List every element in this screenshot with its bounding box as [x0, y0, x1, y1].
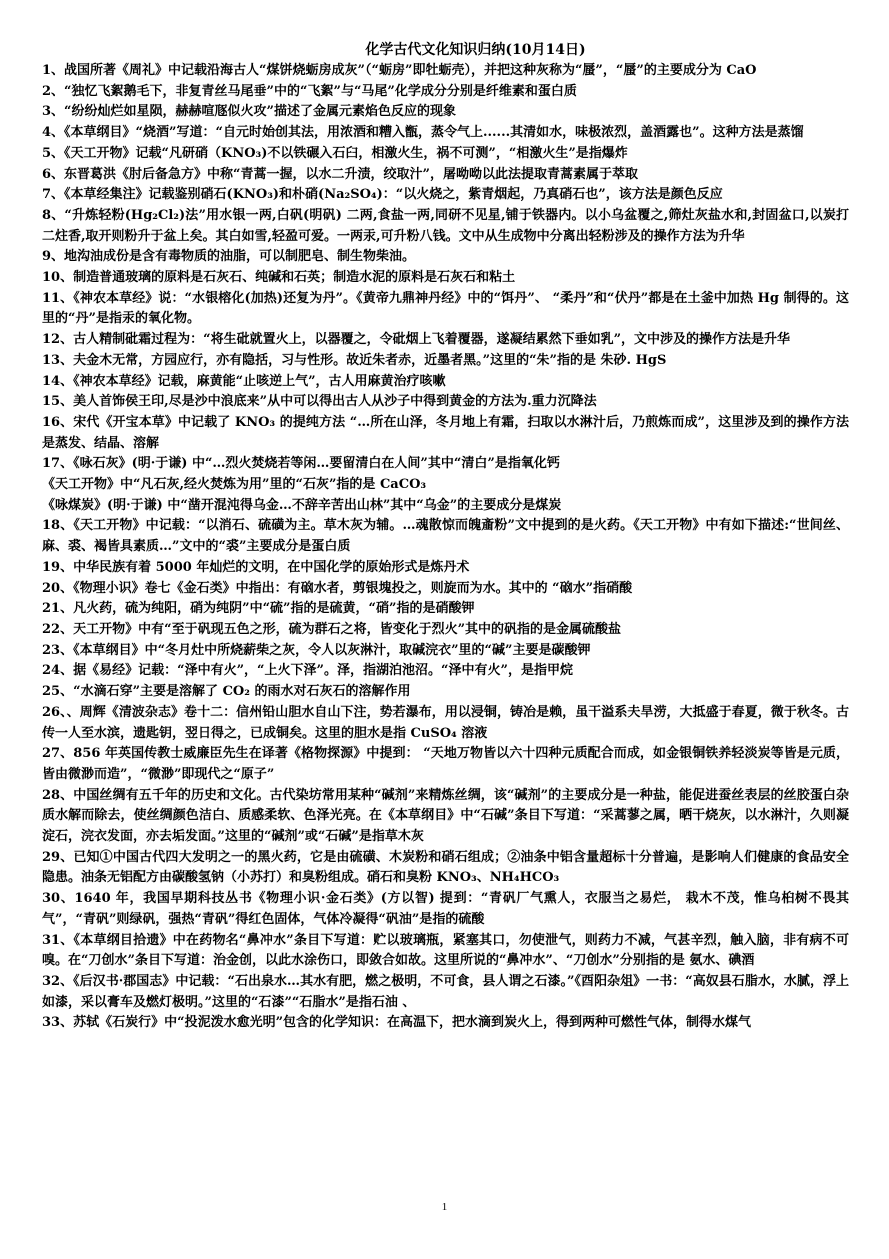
list-item: 21、凡火药，硫为纯阳，硝为纯阴”中“硫”指的是硫黄，“硝”指的是硝酸钾	[42, 601, 475, 617]
list-item: 33、苏轼《石炭行》中“投泥泼水愈光明”包含的化学知识：在高温下，把水滴到炭火上，得到两种可燃性气体，制得水煤气	[42, 1015, 752, 1031]
list-item: 9、地沟油成份是含有毒物质的油脂，可以制肥皂、制生物柴油。	[42, 249, 416, 265]
list-item: 13、夫金木无常，方园应行，亦有隐括，习与性形。故近朱者赤，近墨者黑。”这里的“朱”指的是 朱砂. HgS	[42, 352, 667, 368]
list-item: 7、《本草经集注》记载鉴别硝石(KNO₃)和朴硝(Na₂SO₄)：“以火烧之，紫青烟起，乃真硝石也”，该方法是颜色反应	[42, 187, 723, 203]
list-item: 18、《天工开物》中记载：“以消石、硫磺为主。草木灰为辅。…魂散惊而魄齑粉”文中提到的是火药。《天工开物》中有如下描述:“世间丝、麻、裘、褐皆具素质…”文中的“裘”主要成分是蛋白质	[42, 518, 849, 555]
list-item: 24、据《易经》记载：“泽中有火”，“上火下泽”。泽，指湖泊池沼。“泽中有火”，是指甲烷	[42, 663, 573, 679]
knowledge-list	[42, 61, 849, 1034]
list-item: 25、“水滴石穿”主要是溶解了 CO₂ 的雨水对石灰石的溶解作用	[42, 684, 411, 700]
list-item: 14、《神农本草经》记载，麻黄能“止咳逆上气”，古人用麻黄治疗咳嗽	[42, 373, 446, 389]
list-item: 28、中国丝绸有五千年的历史和文化。古代染坊常用某种“碱剂”来精炼丝绸，该“碱剂”的主要成分是一种盐，能促进蚕丝表层的丝胶蛋白杂质水解而除去，使丝绸颜色洁白、质感柔软、色泽光亮。在《本草纲目》中“石碱”条目下写道：“采蒿蓼之属，晒干烧灰，以水淋汁，久则凝淀石，浣衣发面，亦去垢发面。”这里的“碱剂”或“石碱”是指草木灰	[42, 787, 849, 845]
list-item: 27、856 年英国传教士威廉臣先生在译著《格物探源》中提到： “天地万物皆以六十四种元质配合而成，如金银铜铁养轻淡炭等皆是元质，皆由微渺而造”，“微渺”即现代之“原子”	[42, 746, 849, 782]
list-item: 《天工开物》中“凡石灰,经火焚炼为用”里的“石灰”指的是 CaCO₃	[42, 477, 427, 493]
list-item: 26、、周辉《清波杂志》卷十二：信州铅山胆水自山下注，势若瀑布，用以浸铜，铸冶是赖，虽干溢系夫旱涝，大抵盛于春夏，微于秋冬。古传一人至水滨，遗匙钥，翌日得之，已成铜矣。这里的胆水是指 CuSO₄ 溶液	[42, 704, 849, 741]
list-item: 2、“独忆飞絮鹅毛下，非复青丝马尾垂”中的“飞絮”与“马尾”化学成分分别是纤维素和蛋白质	[42, 83, 577, 99]
list-item: 3、“纷纷灿烂如星陨，赫赫喧豗似火攻”描述了金属元素焰色反应的现象	[42, 104, 457, 120]
list-item: 4、《本草纲目》“烧酒”写道：“自元时始创其法，用浓酒和糟入甑，蒸令气上......其清如水，味极浓烈，盖酒露也”。这种方法是蒸馏	[42, 125, 804, 141]
list-item: 《咏煤炭》(明·于谦) 中“凿开混沌得乌金…不辞辛苦出山林”其中“乌金”的主要成分是煤炭	[42, 497, 562, 513]
list-item: 17、《咏石灰》(明·于谦) 中“…烈火焚烧若等闲…要留清白在人间”其中“清白”是指氧化钙	[42, 456, 560, 472]
list-item: 30、1640 年，我国早期科技丛书《物理小识·金石类》(方以智) 提到：“青矾厂气熏人，衣服当之易烂， 栽木不茂，惟乌桕树不畏其气”，“青矾”则绿矾，强热“青矾”得红色固体，气体冷凝得“矾油”是指的硫酸	[42, 891, 849, 927]
list-item: 6、东晋葛洪《肘后备急方》中称“青蒿一握，以水二升渍，绞取汁”，屠呦呦以此法提取青蒿素属于萃取	[42, 166, 639, 182]
list-item: 5、《天工开物》记载“凡研硝（KNO₃)不以铁碾入石臼，相激火生，祸不可测”，“相激火生”是指爆炸	[42, 145, 628, 161]
list-item: 8、“升炼轻粉(Hg₂Cl₂)法”用水银一两,白矾(明矾) 二两,食盐一两,同研不见星,铺于铁器内。以小乌盆覆之,筛灶灰盐水和,封固盆口,以炭打二炷香,取开则粉升于盆上矣。其白如雪,轻盈可爱。一两汞,可升粉八钱。文中从生成物中分离出轻粉涉及的操作方法为升华	[42, 207, 849, 244]
list-item: 23、《本草纲目》中“冬月灶中所烧薪柴之灰，令人以灰淋汁，取碱浣衣”里的“碱”主要是碳酸钾	[42, 642, 591, 658]
list-item: 15、美人首饰侯王印,尽是沙中浪底来”从中可以得出古人从沙子中得到黄金的方法为.重力沉降法	[42, 394, 597, 410]
list-item: 31、《本草纲目拾遗》中在药物名“鼻冲水”条目下写道：贮以玻璃瓶，紧塞其口，勿使泄气，则药力不减，气甚辛烈，触入脑，非有病不可嗅。在“刀创水”条目下写道：治金创，以此水涂伤口，即敛合如故。这里所说的“鼻冲水”、“刀创水”分别指的是 氨水、碘酒	[42, 932, 849, 969]
page-title: 化学古代文化知识归纳(10月14日)	[365, 42, 586, 58]
list-item: 12、古人精制砒霜过程为：“将生砒就置火上，以器覆之，令砒烟上飞着覆器，遂凝结累然下垂如乳”，文中涉及的操作方法是升华	[42, 332, 791, 348]
list-item: 19、中华民族有着 5000 年灿烂的文明，在中国化学的原始形式是炼丹术	[42, 559, 470, 575]
page-number: 1	[441, 1201, 448, 1213]
list-item: 22、天工开物》中有“至于矾现五色之形，硫为群石之将，皆变化于烈火”其中的矾指的是金属硫酸盐	[42, 621, 622, 637]
list-item: 20、《物理小识》卷七《金石类》中指出：有硇水者，剪银塊投之，则旋而为水。其中的 “硇水”指硝酸	[42, 580, 633, 596]
list-item: 29、已知①中国古代四大发明之一的黑火药，它是由硫磺、木炭粉和硝石组成；②油条中铝含量超标十分普遍，是影响人们健康的食品安全隐患。油条无铝配方由碳酸氢钠（小苏打）和臭粉组成。硝石和臭粉 KNO₃、NH₄HCO₃	[42, 849, 849, 886]
list-item: 1、战国所著《周礼》中记载沿海古人“煤饼烧蛎房成灰”（“蛎房”即牡蛎壳），并把这种灰称为“蜃”，“蜃”的主要成分为 CaO	[42, 63, 757, 78]
list-item: 10、制造普通玻璃的原料是石灰石、纯碱和石英；制造水泥的原料是石灰石和粘土	[42, 270, 516, 286]
list-item: 16、宋代《开宝本草》中记载了 KNO₃ 的提纯方法 “…所在山泽，冬月地上有霜，扫取以水淋汁后，乃煎炼而成”，这里涉及到的操作方法是蒸发、结晶、溶解	[42, 414, 849, 451]
list-item: 11、《神农本草经》说：“水银榕化(加热)还复为丹”。《黄帝九鼎神丹经》中的“饵丹”、 “柔丹”和“伏丹”都是在土釜中加热 Hg 制得的。这里的“丹”是指汞的氧化物。	[42, 290, 849, 327]
list-item: 32、《后汉书·郡国志》中记载：“石出泉水…其水有肥，燃之极明，不可食，县人谓之石漆。”《酉阳杂俎》一书：“高奴县石脂水，水腻，浮上如漆，采以膏车及燃灯极明。”这里的“石漆”“石脂水”是指石油 、	[42, 973, 849, 1010]
